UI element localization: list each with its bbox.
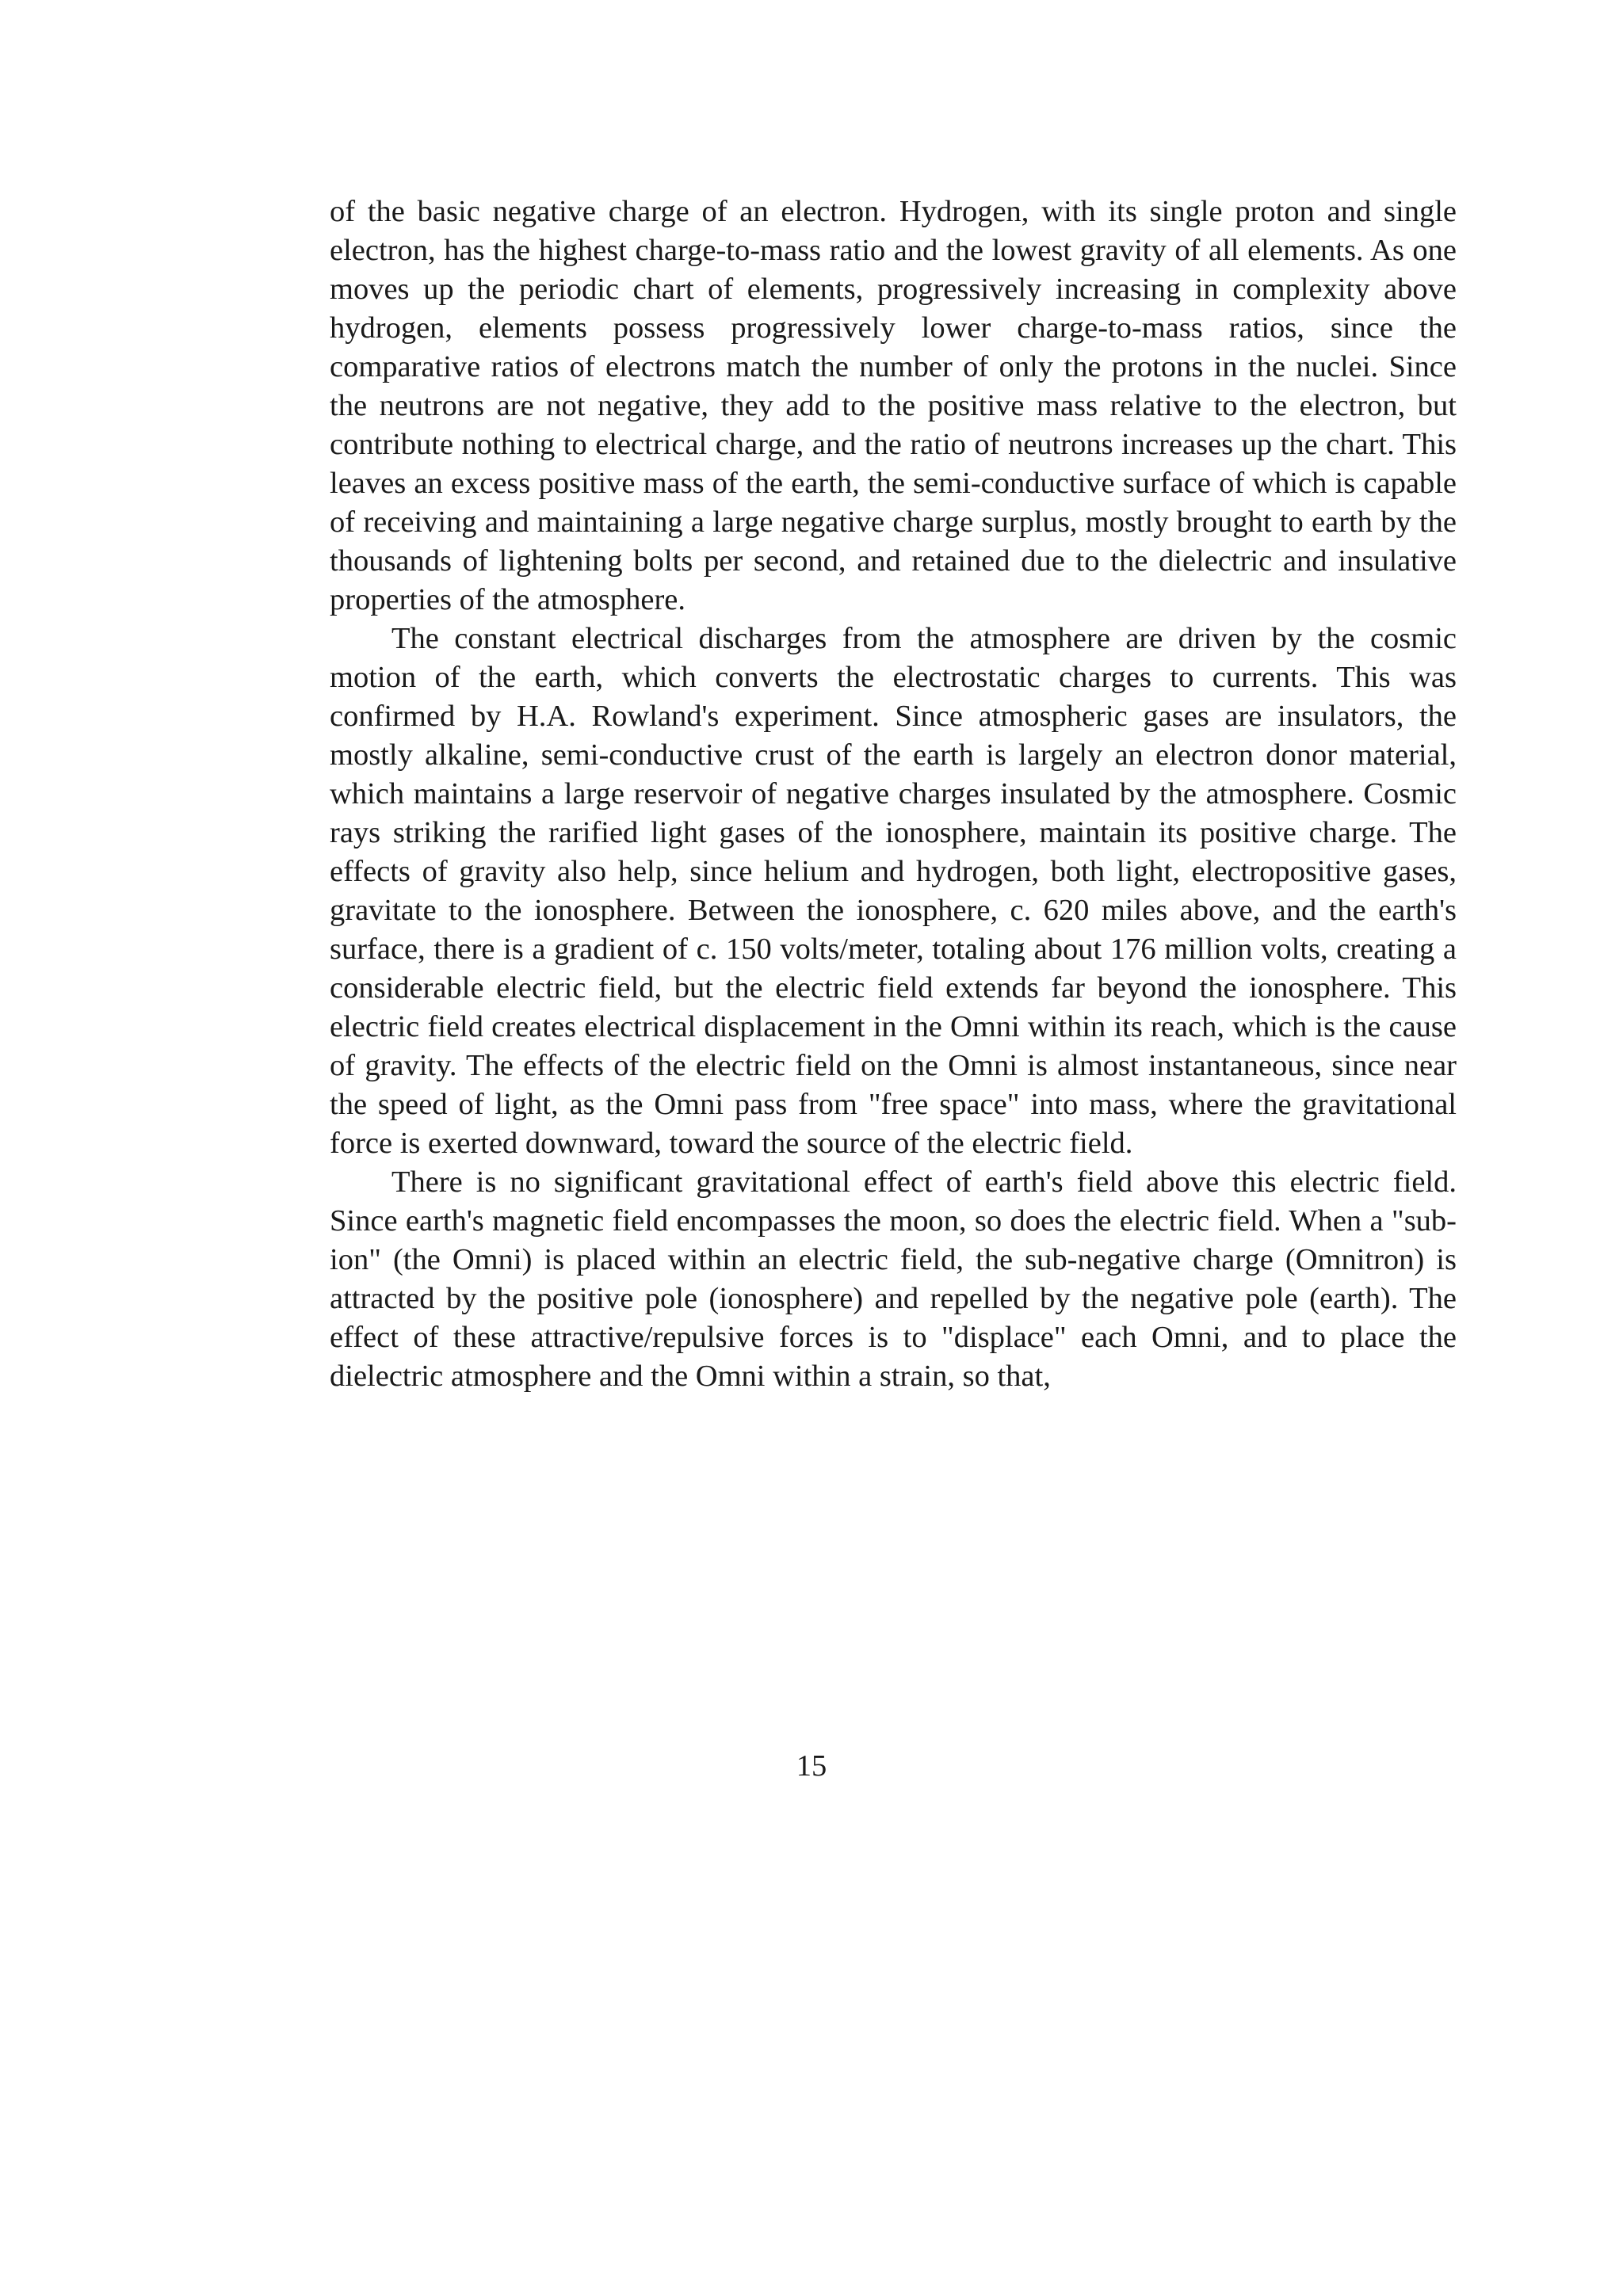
page-body	[330, 193, 1457, 1396]
paragraph-1: of the basic negative charge of an electron. Hydrogen, with its single proton and single electron, has the highest charge-to-mass ratio and the lowest gravity of all elements. As one moves up the periodic chart of elements, progressively increasing in complexity above hydrogen, elements possess progressively lower charge-to-mass ratios, since the comparative ratios of electrons match the number of only the protons in the nuclei. Since the neutrons are not negative, they add to the positive mass relative to the electron, but contribute nothing to electrical charge, and the ratio of neutrons increases up the chart. This leaves an excess positive mass of the earth, the semi-conductive surface of which is capable of receiving and maintaining a large negative charge surplus, mostly brought to earth by the thousands of lightening bolts per second, and retained due to the dielectric and insulative properties of the atmosphere.	[330, 195, 1457, 616]
paragraph-2: The constant electrical discharges from the atmosphere are driven by the cosmic motion of the earth, which converts the electrostatic charges to currents. This was confirmed by H.A. Rowland's experiment. Since atmospheric gases are insulators, the mostly alkaline, semi-conductive crust of the earth is largely an electron donor material, which maintains a large reservoir of negative charges insulated by the atmosphere. Cosmic rays striking the rarified light gases of the ionosphere, maintain its positive charge. The effects of gravity also help, since helium and hydrogen, both light, electropositive gases, gravitate to the ionosphere. Between the ionosphere, c. 620 miles above, and the earth's surface, there is a gradient of c. 150 volts/meter, totaling about 176 million volts, creating a considerable electric field, but the electric field extends far beyond the ionosphere. This electric field creates electrical displacement in the Omni within its reach, which is the cause of gravity. The effects of the electric field on the Omni is almost instantaneous, since near the speed of light, as the Omni pass from "free space" into mass, where the gravitational force is exerted downward, toward the source of the electric field.	[330, 622, 1457, 1160]
paragraph-3: There is no significant gravitational effect of earth's field above this electric field. Since earth's magnetic field encompasses the moon, so does the electric field. When a "sub-ion" (the Omni) is placed within an electric field, the sub-negative charge (Omnitron) is attracted by the positive pole (ionosphere) and repelled by the negative pole (earth). The effect of these attractive/repulsive forces is to "displace" each Omni, and to place the dielectric atmosphere and the Omni within a strain, so that,	[330, 1165, 1457, 1393]
page-number: 15	[796, 1749, 827, 1783]
